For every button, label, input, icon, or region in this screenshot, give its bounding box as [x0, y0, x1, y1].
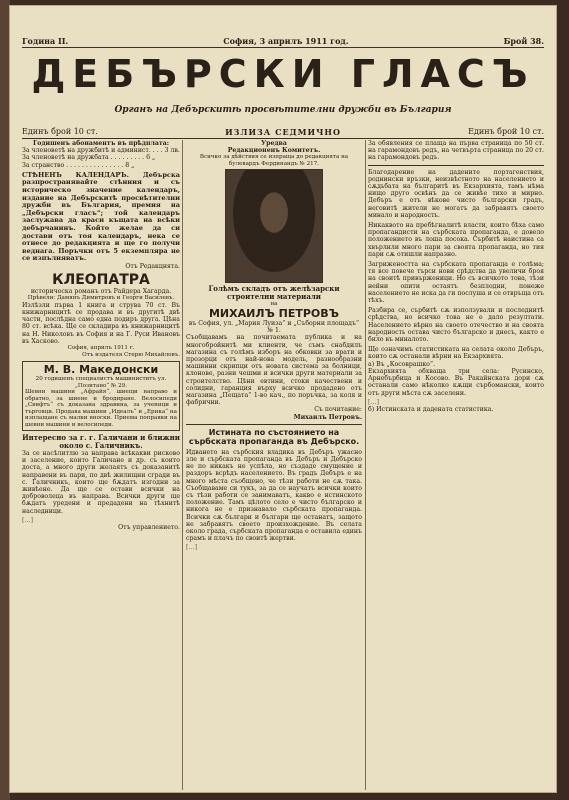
- redaction-address: Всичко за дѣйствия се изпраща до редакцията на булевардъ Фердинандъ № 217.: [199, 154, 349, 167]
- subscription-line: За членоветѣ на дружбитѣ и админист. . . . 3 лв.: [22, 147, 180, 155]
- article-text: Идването на сърбския владика въ Дебъръ ужасно зле и сърбската пропаганда въ Дебъръ и Дебърско не по никакъ не успѣла, но създаде смущение и раздоръ всрѣдъ населението. Въ градъ Дебъръ е на много мѣста съобщено, че тѣзи работи не сѫ така. Съобщаваме си тукъ, за да се научатъ всички които съ тѣзи работи се занимаватъ, какво е истинското положение. Тамъ цѣлото село е чисто българско и никога не е признавало сърбската пропаганда. Всички сѫ българи и българи ще останатъ, защото не забравятъ своето произхождение. Въ селата около града, сърбската пропаганда е оставила единъ срамъ и плачъ по своитѣ жертви.: [186, 448, 362, 543]
- kleopatra-text: Излѣзли първа 1 книга и струва 70 ст. Въ книжарницитѣ се продава и въ другитѣ двѣ части, послѣдна само една подиръ друга. Цѣна 80 ст. всѣка. Ще се складира въ книжарницитѣ на Н. Николовъ въ София и на Г. Руси Ивановъ въ Хасково.: [22, 301, 180, 345]
- column-middle: [186, 140, 362, 552]
- warehouse-regards: Съ почитание:: [314, 406, 362, 414]
- warehouse-owner: МИХАИЛЪ ПЕТРОВЪ: [208, 306, 339, 320]
- galichnik-text-cont: […]: [22, 516, 34, 524]
- redaction-title: Уредва: [261, 140, 287, 147]
- warehouse-sign: Михаилъ Петровъ.: [293, 413, 362, 421]
- makedonski-sub: 20 годишенъ специалистъ машиниститъ ул. „Позитано“ № 29.: [35, 376, 167, 389]
- makedonski-ad: [22, 361, 180, 431]
- subscription-line: За членоветѣ на дружбата . . . . . . . . . 6 „: [22, 154, 156, 162]
- column-right-text: Благодарение на дадените портагенствия, роднински връзки, неизвѣстното на населението и сѫдьбата на българитѣ въ Екзархията, тамъ нѣма нищо друго освѣнъ да се живѣе тихо и мирно. Дебъръ е отъ вѣковe чисто български градъ, неговитѣ жители не могатъ да забравятъ своето минало и народность.: [368, 168, 544, 219]
- makedonski-text: Шевни машини „Афрайя“, шиещи направо и обратно, за шиене и бродиране. Велосипеди „Свифтъ“ съ доказана здравина, за ученици и търговци. Продава машини „Идеалъ“ и „Ерика“ на изплащане съ малки вноски. Приема поправки на шевни машини и велосипеди.: [25, 389, 177, 428]
- kleopatra-translators: Прѣвели: Дамянъ Димитровъ и Георги Василевъ.: [27, 295, 175, 302]
- header-line: [22, 36, 544, 46]
- rule: [22, 138, 544, 139]
- column-right-text: Никаквото на пребѣгналитѣ власти, които бѣхa само пропагандисти на сърбската пропаганда, е довело положението въ лоша посока. Сърбитѣ наистина са хвърлили много пари за своята пропаганда, но тия пари сѫ отишли напразно.: [368, 222, 544, 258]
- list-item: б) Истинската и дадената статистика.: [368, 405, 494, 413]
- calendar-notice: СТѢНЕНЪ КАЛЕНДАРЪ. Дебърска разпространявайте стѣнния и съ историческо значение календаръ, изданиe на Дебърскитѣ просвѣтителни дружби въ България, премия на „Дебърски гласъ“; той календаръ заслужава да краси къщата на всѣки дебърчанинъ. Който желае да си достави отъ тоя календаръ, нека се отнесе до редакцията и ще го получи веднага. Поръчки отъ 5 екземпляра не се изпълняватъ.: [22, 170, 180, 263]
- column-left: [22, 140, 180, 531]
- subheader-row: [22, 127, 544, 137]
- subscription-line: За странство . . . . . . . . . . . . . . . 8 „: [22, 161, 135, 169]
- column-divider: [182, 140, 183, 790]
- galichnik-sign: Отъ управлението.: [118, 524, 180, 532]
- list-intro: Ще означимъ статистиката на селата около Дебъръ, които сѫ останали вѣрни на Екзархията.: [368, 346, 544, 361]
- warehouse-text: Съобщавамъ на почитаемата публика и на многобройнитѣ ми клиенти, че съмъ снабдилъ магазина съ голѣмъ изборъ на обковки за врати и прозорци отъ най-нова модель, разнообразни машинни скрипци отъ новата система за болници, клоновe, разни чешми и всички други материали за строителство. Цѣни евтини, стоки качествени и солидни, гаранция върху всичко продадено отъ магазина „Пещата“ 1-во кач., по поръчка, за коля и фабрични.: [186, 334, 362, 407]
- rule: [22, 47, 544, 48]
- editor-sign: Отъ Редакцията.: [125, 262, 180, 270]
- organ-subtitle: Органъ на Дебърскитѣ просвѣтителни дружби въ България: [114, 105, 452, 115]
- kleopatra-title: КЛЕОПАТРА: [52, 272, 150, 289]
- newspaper-page: [10, 6, 556, 792]
- weekly-note: ИЗЛИЗА СЕДМИЧНО: [225, 127, 341, 137]
- article-text-cont: […]: [186, 544, 198, 552]
- portrait-photo: [225, 169, 323, 283]
- redaction-committee: Редакционенъ Комитетъ.: [227, 147, 321, 155]
- kleopatra-place: София, априлъ 1911 г.: [67, 345, 135, 352]
- galichnik-heading: Интересно за г. г. Галичани и ближни около с. Галичникъ.: [22, 433, 180, 451]
- masthead: ДЕБЪРСКИ ГЛАСЪ: [31, 52, 535, 96]
- kleopatra-publisher: Отъ издателя Стерю Михайловъ.: [82, 351, 180, 358]
- list-text: Екзархията обхваща три села: Русинско, Арнебърбица и Косово. Въ Ракайнската дори сѫ останали само нѣколко кѫщи сърбомански, които отъ други мѣста сѫ заселени.: [368, 367, 544, 397]
- article-title: Истината по състоянието на сърбската пропаганда въ Дебърско.: [188, 427, 360, 446]
- column-right: [368, 140, 544, 413]
- date-line: София, 3 априлъ 1911 год.: [223, 36, 349, 46]
- column-right-text: Загрижeността на сърбската пропаганда е голѣма; тя все повече търси нови срѣдства да увеличи броя на своитѣ привърженици. Но съ всичкото това, тѣзи нейни опити остаятъ безплодни, понеже населението не иска да ги послуша и се отвръща отъ тѣхъ.: [368, 261, 544, 305]
- list-text-cont: […]: [368, 398, 380, 406]
- warehouse-address: въ София, ул. „Мария Луиза“ и „Съборни площадъ“ № 1.: [188, 319, 360, 335]
- kleopatra-sub: историческа романъ отъ Райдера Хагарда.: [30, 288, 172, 296]
- warehouse-heading: Голѣмъ складъ отъ желѣзарски строителни материали: [208, 284, 340, 302]
- makedonski-title: М. В. Македонски: [43, 363, 159, 377]
- list-item: а) Въ „Косоврашко“.: [368, 360, 436, 368]
- subscription-heading: Годишенъ абонаментъ въ прѣдплата:: [32, 140, 170, 147]
- ads-note: За обявления се плаща на първа страница по 50 ст. на гарамондовъ редъ, на четвърта страница по 20 ст. на гарамондовъ редъ.: [368, 140, 544, 162]
- year-label: Година II.: [22, 36, 69, 46]
- issue-number: Брой 38.: [503, 36, 544, 46]
- warehouse-owner-na: на: [270, 301, 278, 308]
- price-right: Единъ брой 10 ст.: [468, 127, 544, 136]
- column-right-text: Разбира се, сърбитѣ сѫ използували и последнитѣ срѣдства, но всичко това не е дало резултати. Населението вѣрно на своето отечество и на своята народность остава чисто българско и днесъ, както е било въ миналото.: [368, 307, 544, 344]
- galichnik-text: За се насѣлитлю за направа всѣкакви рисково и заселение, които Галичане и др. съ които доста, а много други желаятъ съ доказанитѣ направени въ пари, по двѣ жилищни сгради въ с. Галичникъ, които ще бѫдатъ изгодни за живѣене. Да ще се остави всички на доброволеца въ направа. Всички други ще бѫдатъ уредени и предадени на тѣхнитѣ наследници.: [22, 450, 180, 515]
- price-left: Единъ брой 10 ст.: [22, 127, 98, 136]
- column-divider: [365, 140, 366, 790]
- book-spine: [0, 0, 10, 800]
